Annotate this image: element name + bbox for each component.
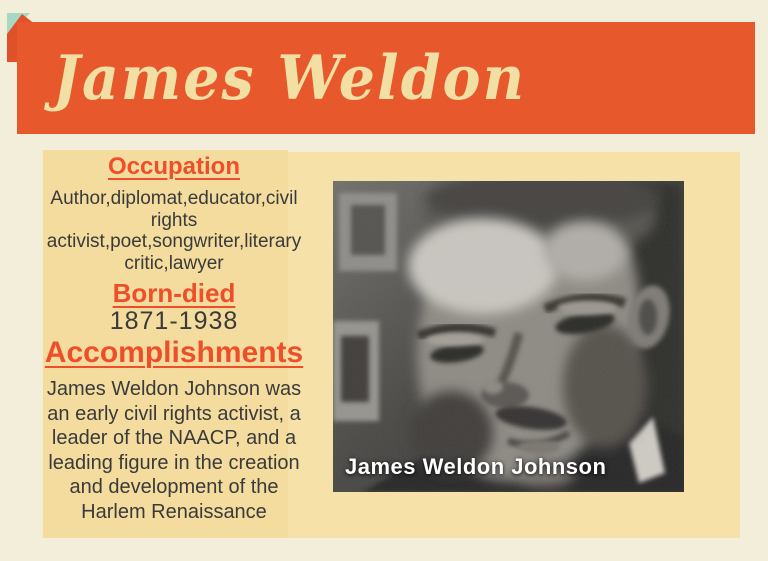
poster-title: James Weldon bbox=[53, 42, 527, 114]
accomplishments-line: Harlem Renaissance bbox=[81, 500, 267, 523]
accomplishments-line: leading figure in the creation bbox=[48, 451, 300, 474]
accomplishments-heading: Accomplishments bbox=[44, 336, 304, 369]
title-banner bbox=[17, 22, 755, 134]
portrait-photo-frame bbox=[333, 181, 684, 492]
portrait-photo bbox=[333, 181, 684, 492]
accomplishments-line: an early civil rights activist, a bbox=[47, 402, 301, 425]
accomplishments-line: James Weldon Johnson was bbox=[46, 378, 302, 400]
occupation-text bbox=[30, 188, 318, 274]
occupation-line: critic,lawyer bbox=[124, 252, 224, 274]
occupation-line: rights bbox=[150, 209, 198, 231]
occupation-heading: Occupation bbox=[107, 153, 240, 180]
accomplishments-text bbox=[30, 377, 318, 524]
info-column bbox=[30, 150, 318, 524]
born-died-heading: Born-died bbox=[112, 278, 236, 308]
born-died-value: 1871-1938 bbox=[109, 307, 239, 335]
accomplishments-line: leader of the NAACP, and a bbox=[51, 427, 297, 449]
occupation-line: activist,poet,songwriter,literary bbox=[46, 231, 302, 252]
accomplishments-line: and development of the bbox=[69, 476, 279, 498]
occupation-line: Author,diplomat,educator,civil bbox=[50, 188, 298, 209]
photo-caption: James Weldon Johnson bbox=[345, 454, 607, 479]
